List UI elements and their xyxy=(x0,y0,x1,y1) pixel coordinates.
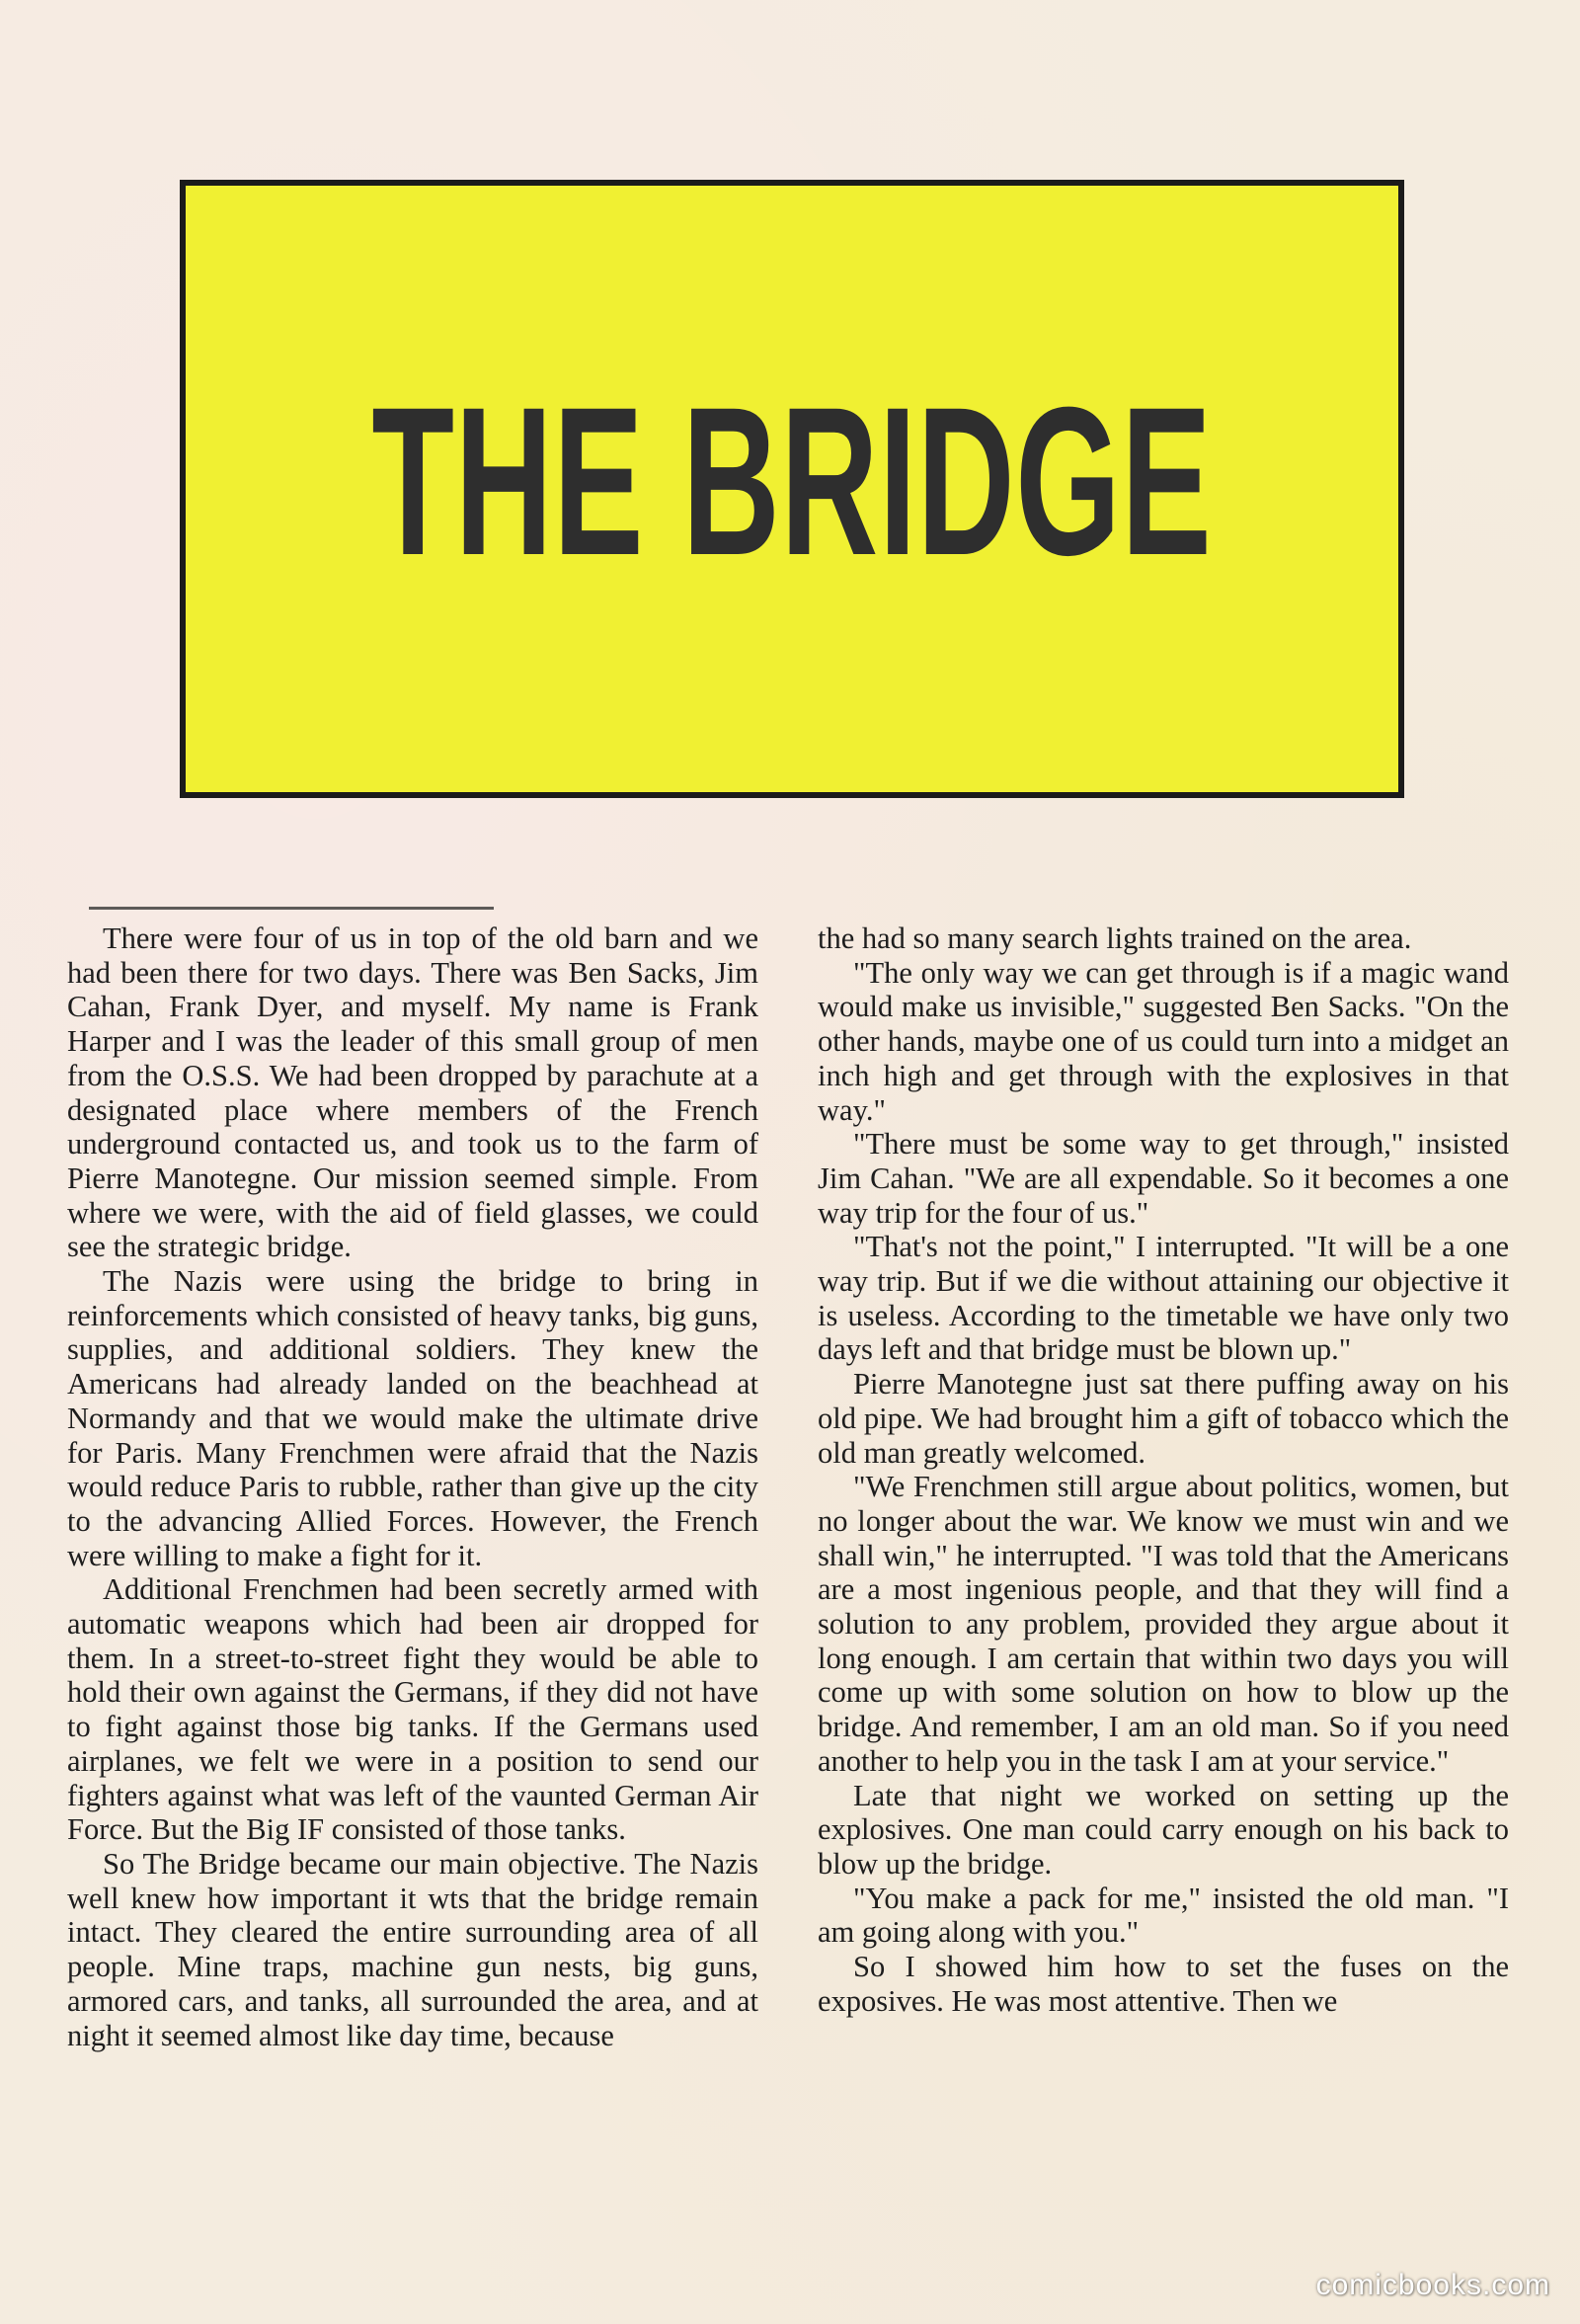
paragraph: So The Bridge became our main objective. The Nazis well knew how important it wts that the bridge remain intact. They cleared the entire surrounding area of all people. Mine traps, machine gun nests, big guns, armored cars, and tanks, all surrounded the area, and at night it seemed almost like day time, because xyxy=(67,1846,758,2052)
paragraph: Additional Frenchmen had been secretly armed with automatic weapons which had been air dropped for them. In a street-to-street fight they would be able to hold their own against the Germans, if they did not have to fight against those big tanks. If the Germans used airplanes, we felt we were in a position to send our fighters against what was left of the vaunted German Air Force. But the Big IF consisted of those tanks. xyxy=(67,1572,758,1847)
paragraph: Late that night we worked on setting up the explosives. One man could carry enough on his back to blow up the bridge. xyxy=(818,1778,1509,1881)
paragraph: "That's not the point," I interrupted. "It will be a one way trip. But if we die without attaining our objective it is useless. According to the timetable we have only two days left and that bridge must be blown up." xyxy=(818,1230,1509,1367)
left-text-column xyxy=(67,922,758,2052)
paragraph: There were four of us in top of the old barn and we had been there for two days. There was Ben Sacks, Jim Cahan, Frank Dyer, and myself. My name is Frank Harper and I was the leader of this small group of men from the O.S.S. We had been dropped by parachute at a designated place where members of the French underground contacted us, and took us to the farm of Pierre Manotegne. Our mission seemed simple. From where we were, with the aid of field glasses, we could see the strategic bridge. xyxy=(67,922,758,1264)
paragraph: The Nazis were using the bridge to bring in reinforcements which consisted of heavy tanks, big guns, supplies, and additional soldiers. They knew the Americans had already landed on the beachhead at Normandy and that we would make the ultimate drive for Paris. Many Frenchmen were afraid that the Nazis would reduce Paris to rubble, rather than give up the city to the advancing Allied Forces. However, the French were willing to make a fight for it. xyxy=(67,1264,758,1572)
paragraph: the had so many search lights trained on the area. xyxy=(818,922,1412,955)
paragraph: "There must be some way to get through," insisted Jim Cahan. "We are all expendable. So it becomes a one way trip for the four of us." xyxy=(818,1127,1509,1230)
column-divider-rule xyxy=(89,907,494,910)
site-watermark: comicbooks.com xyxy=(1315,2269,1550,2301)
paragraph: Pierre Manotegne just sat there puffing away on his old pipe. We had brought him a gift of tobacco which the old man greatly welcomed. xyxy=(818,1367,1509,1470)
story-title: THE BRIDGE xyxy=(371,363,1213,600)
paragraph: "You make a pack for me," insisted the old man. "I am going along with you." xyxy=(818,1881,1509,1950)
paragraph: "We Frenchmen still argue about politics, women, but no longer about the war. We know we must win and we shall win," he interrupted. "I was told that the Americans are a most ingenious people, and that they will find a solution to any problem, provided they argue about it long enough. I am certain that within two days you will come up with some solution on how to blow up the bridge. And remember, I am an old man. So if you need another to help you in the task I am at your service." xyxy=(818,1470,1509,1778)
title-panel xyxy=(180,180,1404,798)
paragraph: So I showed him how to set the fuses on the exposives. He was most attentive. Then we xyxy=(818,1950,1509,2018)
right-text-column xyxy=(818,922,1509,2019)
paragraph: "The only way we can get through is if a magic wand would make us invisible," suggested Ben Sacks. "On the other hands, maybe one of us could turn into a midget an inch high and get through with the explosives in that way." xyxy=(818,955,1509,1127)
